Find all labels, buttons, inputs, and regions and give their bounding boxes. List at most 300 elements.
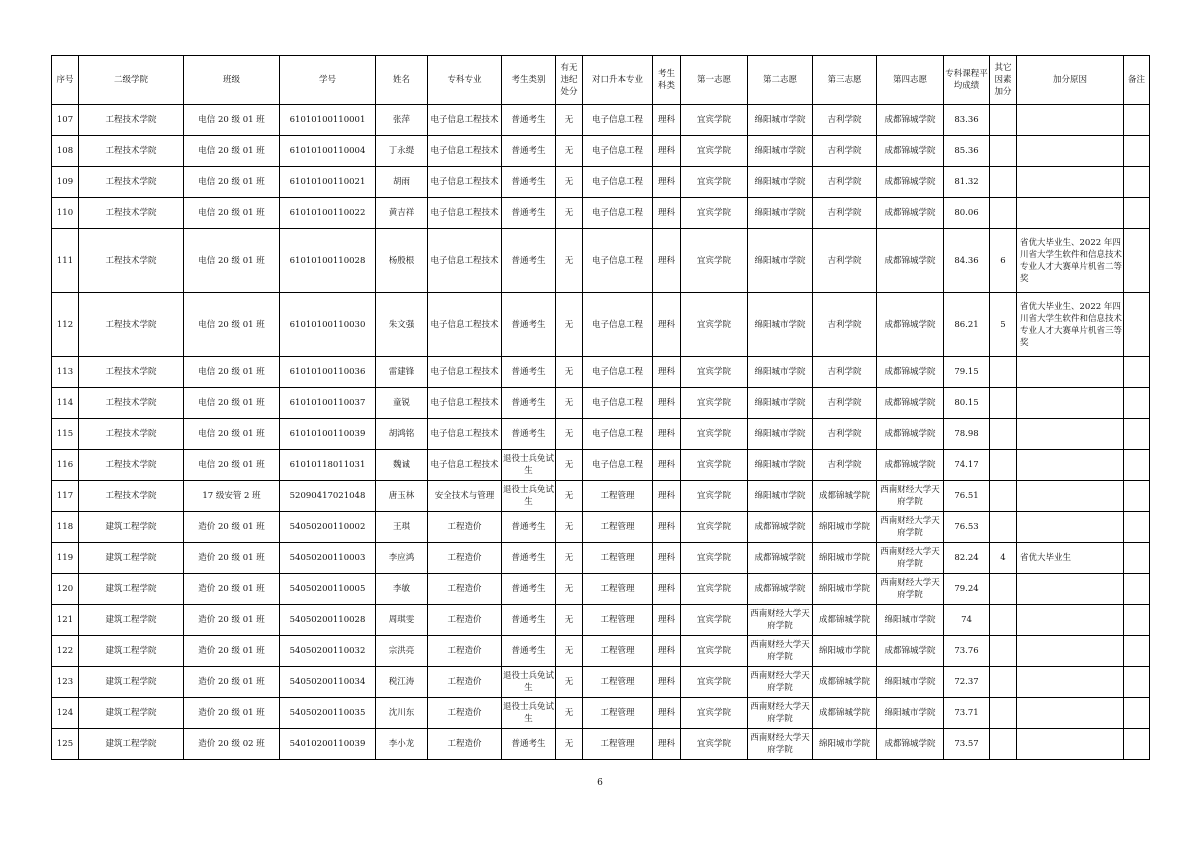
- table-cell: 造价 20 级 01 班: [184, 667, 280, 698]
- table-cell: 电信 20 级 01 班: [184, 136, 280, 167]
- table-cell: 成都锦城学院: [877, 729, 944, 760]
- table-cell: 工程技术学院: [79, 105, 184, 136]
- table-cell: [1124, 636, 1150, 667]
- table-cell: 吉利学院: [813, 357, 877, 388]
- table-cell: 胡鸿铭: [376, 419, 428, 450]
- table-cell: 电子信息工程: [583, 388, 653, 419]
- table-cell: 宜宾学院: [681, 636, 748, 667]
- table-cell: 朱文强: [376, 293, 428, 357]
- table-cell: 成都锦城学院: [877, 636, 944, 667]
- table-cell: 工程管理: [583, 667, 653, 698]
- table-cell: 吉利学院: [813, 229, 877, 293]
- table-cell: [1124, 543, 1150, 574]
- table-cell: 成都锦城学院: [813, 481, 877, 512]
- table-cell: 成都锦城学院: [877, 105, 944, 136]
- table-cell: 普通考生: [502, 293, 556, 357]
- table-cell: 吉利学院: [813, 419, 877, 450]
- table-cell: 工程管理: [583, 543, 653, 574]
- table-cell: [1124, 729, 1150, 760]
- table-cell: 西南财经大学天府学院: [877, 481, 944, 512]
- table-cell: 无: [556, 698, 583, 729]
- table-cell: 6: [990, 229, 1017, 293]
- table-cell: 理科: [653, 388, 681, 419]
- table-cell: 112: [52, 293, 79, 357]
- table-cell: 121: [52, 605, 79, 636]
- column-header: 第二志愿: [748, 56, 813, 105]
- table-cell: 电子信息工程: [583, 419, 653, 450]
- table-cell: 电信 20 级 01 班: [184, 388, 280, 419]
- table-cell: 113: [52, 357, 79, 388]
- table-cell: 普通考生: [502, 357, 556, 388]
- table-cell: 124: [52, 698, 79, 729]
- table-cell: 123: [52, 667, 79, 698]
- table-cell: 81.32: [944, 167, 990, 198]
- table-cell: 84.36: [944, 229, 990, 293]
- table-cell: 无: [556, 357, 583, 388]
- table-cell: 成都锦城学院: [877, 419, 944, 450]
- table-cell: 无: [556, 636, 583, 667]
- table-cell: 绵阳城市学院: [877, 698, 944, 729]
- table-cell: 5: [990, 293, 1017, 357]
- table-body: [52, 105, 1150, 760]
- table-cell: 绵阳城市学院: [813, 574, 877, 605]
- table-cell: 工程管理: [583, 481, 653, 512]
- table-cell: 成都锦城学院: [877, 450, 944, 481]
- table-cell: 理科: [653, 636, 681, 667]
- table-cell: 工程技术学院: [79, 388, 184, 419]
- table-cell: 吉利学院: [813, 136, 877, 167]
- table-cell: 吉利学院: [813, 293, 877, 357]
- table-cell: 理科: [653, 293, 681, 357]
- table-cell: 54050200110028: [280, 605, 376, 636]
- table-cell: [1124, 105, 1150, 136]
- table-cell: 17 级安管 2 班: [184, 481, 280, 512]
- table-cell: 成都锦城学院: [748, 574, 813, 605]
- table-cell: 雷建锋: [376, 357, 428, 388]
- table-cell: 85.36: [944, 136, 990, 167]
- table-cell: 造价 20 级 01 班: [184, 574, 280, 605]
- table-cell: 79.24: [944, 574, 990, 605]
- table-cell: 理科: [653, 450, 681, 481]
- table-cell: 吉利学院: [813, 388, 877, 419]
- table-cell: 宜宾学院: [681, 450, 748, 481]
- table-cell: 工程技术学院: [79, 293, 184, 357]
- table-cell: 税江涛: [376, 667, 428, 698]
- table-cell: 电子信息工程: [583, 198, 653, 229]
- column-header: 姓名: [376, 56, 428, 105]
- table-cell: 宜宾学院: [681, 419, 748, 450]
- table-cell: 工程技术学院: [79, 450, 184, 481]
- table-cell: 绵阳城市学院: [813, 512, 877, 543]
- table-cell: 西南财经大学天府学院: [877, 512, 944, 543]
- table-cell: 理科: [653, 481, 681, 512]
- table-cell: 建筑工程学院: [79, 698, 184, 729]
- table-cell: 张萍: [376, 105, 428, 136]
- table-cell: 54050200110005: [280, 574, 376, 605]
- table-cell: 工程技术学院: [79, 167, 184, 198]
- column-header: 二级学院: [79, 56, 184, 105]
- document-sheet: [51, 55, 1149, 760]
- table-cell: [1124, 667, 1150, 698]
- table-cell: [1124, 450, 1150, 481]
- table-cell: 理科: [653, 357, 681, 388]
- table-cell: 绵阳城市学院: [748, 450, 813, 481]
- column-header: 考生科类: [653, 56, 681, 105]
- column-header: 专科课程平均成绩: [944, 56, 990, 105]
- table-cell: 电子信息工程: [583, 105, 653, 136]
- table-cell: [1017, 450, 1124, 481]
- table-cell: 省优大毕业生、2022 年四川省大学生软件和信息技术专业人才大赛单片机省二等奖: [1017, 229, 1124, 293]
- table-cell: 建筑工程学院: [79, 512, 184, 543]
- table-cell: 建筑工程学院: [79, 543, 184, 574]
- table-cell: 普通考生: [502, 229, 556, 293]
- table-cell: 西南财经大学天府学院: [748, 636, 813, 667]
- table-cell: 建筑工程学院: [79, 729, 184, 760]
- table-cell: [1017, 136, 1124, 167]
- table-row: [52, 357, 1150, 388]
- table-cell: 工程管理: [583, 605, 653, 636]
- table-cell: 工程管理: [583, 512, 653, 543]
- table-cell: [990, 167, 1017, 198]
- table-cell: 西南财经大学天府学院: [877, 574, 944, 605]
- table-row: [52, 698, 1150, 729]
- table-cell: 宜宾学院: [681, 229, 748, 293]
- table-cell: 宜宾学院: [681, 293, 748, 357]
- table-cell: 无: [556, 293, 583, 357]
- table-cell: 工程造价: [428, 605, 502, 636]
- table-cell: 电子信息工程技术: [428, 105, 502, 136]
- table-cell: 工程技术学院: [79, 136, 184, 167]
- header-row: [52, 56, 1150, 105]
- table-cell: 工程造价: [428, 667, 502, 698]
- table-cell: 理科: [653, 543, 681, 574]
- table-cell: [1017, 167, 1124, 198]
- table-cell: 绵阳城市学院: [748, 167, 813, 198]
- table-cell: 宜宾学院: [681, 357, 748, 388]
- table-cell: 建筑工程学院: [79, 574, 184, 605]
- table-row: [52, 512, 1150, 543]
- table-cell: 魏诚: [376, 450, 428, 481]
- table-cell: 造价 20 级 01 班: [184, 698, 280, 729]
- table-cell: [990, 667, 1017, 698]
- table-cell: 73.57: [944, 729, 990, 760]
- table-cell: [1017, 605, 1124, 636]
- table-cell: 122: [52, 636, 79, 667]
- table-cell: 54050200110035: [280, 698, 376, 729]
- table-cell: [1124, 512, 1150, 543]
- table-cell: [990, 450, 1017, 481]
- column-header: 考生类别: [502, 56, 556, 105]
- column-header: 专科专业: [428, 56, 502, 105]
- table-cell: 电子信息工程技术: [428, 293, 502, 357]
- table-cell: 李小龙: [376, 729, 428, 760]
- table-cell: [1017, 388, 1124, 419]
- table-header: [52, 56, 1150, 105]
- table-cell: 李敏: [376, 574, 428, 605]
- table-cell: 绵阳城市学院: [813, 729, 877, 760]
- table-cell: 无: [556, 667, 583, 698]
- table-row: [52, 574, 1150, 605]
- table-row: [52, 105, 1150, 136]
- table-cell: 黄吉祥: [376, 198, 428, 229]
- table-cell: 宜宾学院: [681, 105, 748, 136]
- table-cell: 绵阳城市学院: [748, 293, 813, 357]
- table-cell: 无: [556, 481, 583, 512]
- table-cell: 110: [52, 198, 79, 229]
- table-cell: 胡雨: [376, 167, 428, 198]
- table-cell: [1124, 605, 1150, 636]
- table-cell: 117: [52, 481, 79, 512]
- table-cell: 61010100110028: [280, 229, 376, 293]
- table-cell: 绵阳城市学院: [813, 636, 877, 667]
- table-cell: [990, 357, 1017, 388]
- table-cell: 61010100110039: [280, 419, 376, 450]
- table-cell: 绵阳城市学院: [877, 605, 944, 636]
- table-cell: 111: [52, 229, 79, 293]
- table-cell: 成都锦城学院: [748, 512, 813, 543]
- table-cell: 绵阳城市学院: [748, 388, 813, 419]
- table-cell: 54050200110032: [280, 636, 376, 667]
- table-cell: 唐玉林: [376, 481, 428, 512]
- table-cell: 114: [52, 388, 79, 419]
- table-cell: 童锐: [376, 388, 428, 419]
- table-cell: 52090417021048: [280, 481, 376, 512]
- table-cell: 无: [556, 388, 583, 419]
- table-cell: 李应鸿: [376, 543, 428, 574]
- table-cell: 无: [556, 167, 583, 198]
- table-cell: 造价 20 级 01 班: [184, 636, 280, 667]
- table-cell: 成都锦城学院: [877, 167, 944, 198]
- table-cell: 造价 20 级 01 班: [184, 512, 280, 543]
- table-cell: 工程技术学院: [79, 481, 184, 512]
- table-cell: 工程管理: [583, 574, 653, 605]
- table-cell: 成都锦城学院: [877, 198, 944, 229]
- table-row: [52, 293, 1150, 357]
- table-cell: 普通考生: [502, 574, 556, 605]
- table-cell: [1017, 105, 1124, 136]
- table-cell: 120: [52, 574, 79, 605]
- table-cell: 86.21: [944, 293, 990, 357]
- table-cell: 西南财经大学天府学院: [748, 667, 813, 698]
- table-cell: 杨殷根: [376, 229, 428, 293]
- table-cell: 61010100110022: [280, 198, 376, 229]
- table-cell: 退役士兵免试生: [502, 481, 556, 512]
- table-cell: [1017, 512, 1124, 543]
- table-cell: [990, 198, 1017, 229]
- table-cell: 理科: [653, 198, 681, 229]
- table-cell: 电信 20 级 01 班: [184, 450, 280, 481]
- table-cell: [1017, 419, 1124, 450]
- table-cell: 工程技术学院: [79, 229, 184, 293]
- table-cell: 宜宾学院: [681, 698, 748, 729]
- table-row: [52, 198, 1150, 229]
- table-cell: [1017, 667, 1124, 698]
- table-cell: 绵阳城市学院: [748, 136, 813, 167]
- table-cell: 电信 20 级 01 班: [184, 229, 280, 293]
- table-cell: 造价 20 级 01 班: [184, 605, 280, 636]
- table-cell: 125: [52, 729, 79, 760]
- table-cell: 54050200110002: [280, 512, 376, 543]
- table-cell: 西南财经大学天府学院: [748, 698, 813, 729]
- column-header: 对口升本专业: [583, 56, 653, 105]
- table-cell: 成都锦城学院: [813, 667, 877, 698]
- table-cell: 西南财经大学天府学院: [877, 543, 944, 574]
- table-row: [52, 543, 1150, 574]
- table-cell: 61010118011031: [280, 450, 376, 481]
- table-cell: 电子信息工程技术: [428, 229, 502, 293]
- table-cell: 理科: [653, 667, 681, 698]
- table-cell: 78.98: [944, 419, 990, 450]
- table-cell: 理科: [653, 105, 681, 136]
- table-cell: 73.71: [944, 698, 990, 729]
- column-header: 序号: [52, 56, 79, 105]
- table-cell: 宜宾学院: [681, 167, 748, 198]
- table-cell: 绵阳城市学院: [748, 105, 813, 136]
- table-cell: 无: [556, 512, 583, 543]
- table-cell: 吉利学院: [813, 167, 877, 198]
- table-cell: 54050200110034: [280, 667, 376, 698]
- table-cell: 119: [52, 543, 79, 574]
- table-row: [52, 450, 1150, 481]
- table-cell: 83.36: [944, 105, 990, 136]
- table-cell: 普通考生: [502, 167, 556, 198]
- table-cell: 普通考生: [502, 543, 556, 574]
- table-cell: 宜宾学院: [681, 481, 748, 512]
- table-cell: [1124, 229, 1150, 293]
- table-cell: 理科: [653, 419, 681, 450]
- table-cell: 82.24: [944, 543, 990, 574]
- table-cell: 造价 20 级 01 班: [184, 543, 280, 574]
- table-cell: 成都锦城学院: [877, 357, 944, 388]
- table-cell: 西南财经大学天府学院: [748, 605, 813, 636]
- table-cell: 普通考生: [502, 512, 556, 543]
- table-cell: 退役士兵免试生: [502, 698, 556, 729]
- table-cell: 电信 20 级 01 班: [184, 419, 280, 450]
- table-cell: 成都锦城学院: [877, 388, 944, 419]
- table-cell: 工程造价: [428, 636, 502, 667]
- table-cell: 116: [52, 450, 79, 481]
- table-cell: 61010100110037: [280, 388, 376, 419]
- table-cell: 61010100110001: [280, 105, 376, 136]
- table-cell: [1124, 481, 1150, 512]
- table-cell: 绵阳城市学院: [877, 667, 944, 698]
- table-cell: 理科: [653, 574, 681, 605]
- table-row: [52, 229, 1150, 293]
- table-cell: 电信 20 级 01 班: [184, 105, 280, 136]
- table-cell: 绵阳城市学院: [813, 543, 877, 574]
- table-cell: [990, 481, 1017, 512]
- table-cell: [990, 388, 1017, 419]
- table-cell: 工程造价: [428, 574, 502, 605]
- table-cell: 工程造价: [428, 512, 502, 543]
- table-cell: 61010100110021: [280, 167, 376, 198]
- page-number: 6: [597, 778, 603, 788]
- table-cell: 76.51: [944, 481, 990, 512]
- table-cell: 宜宾学院: [681, 512, 748, 543]
- table-cell: [1124, 574, 1150, 605]
- table-cell: 省优大毕业生: [1017, 543, 1124, 574]
- table-cell: [1124, 419, 1150, 450]
- table-cell: 73.76: [944, 636, 990, 667]
- table-cell: 王琪: [376, 512, 428, 543]
- table-cell: 普通考生: [502, 419, 556, 450]
- table-cell: 电信 20 级 01 班: [184, 357, 280, 388]
- table-cell: 成都锦城学院: [748, 543, 813, 574]
- table-cell: [1017, 357, 1124, 388]
- table-cell: [990, 698, 1017, 729]
- table-cell: [1017, 698, 1124, 729]
- admissions-table: [51, 55, 1150, 760]
- column-header: 班级: [184, 56, 280, 105]
- table-cell: 绵阳城市学院: [748, 198, 813, 229]
- column-header: 学号: [280, 56, 376, 105]
- table-row: [52, 388, 1150, 419]
- table-cell: 无: [556, 729, 583, 760]
- table-cell: 普通考生: [502, 105, 556, 136]
- table-cell: 76.53: [944, 512, 990, 543]
- table-cell: 80.06: [944, 198, 990, 229]
- table-cell: 周琪雯: [376, 605, 428, 636]
- table-cell: 绵阳城市学院: [748, 419, 813, 450]
- table-cell: 电子信息工程技术: [428, 419, 502, 450]
- table-cell: 宜宾学院: [681, 729, 748, 760]
- table-cell: 沈川东: [376, 698, 428, 729]
- table-cell: [990, 136, 1017, 167]
- table-cell: 吉利学院: [813, 198, 877, 229]
- table-cell: 无: [556, 574, 583, 605]
- table-row: [52, 636, 1150, 667]
- table-row: [52, 729, 1150, 760]
- table-cell: 理科: [653, 167, 681, 198]
- table-cell: 电子信息工程技术: [428, 450, 502, 481]
- table-row: [52, 167, 1150, 198]
- table-cell: 电子信息工程技术: [428, 198, 502, 229]
- table-cell: 4: [990, 543, 1017, 574]
- table-cell: 绵阳城市学院: [748, 481, 813, 512]
- table-cell: 理科: [653, 698, 681, 729]
- column-header: 有无违纪处分: [556, 56, 583, 105]
- table-cell: [1124, 698, 1150, 729]
- table-cell: [1124, 198, 1150, 229]
- table-cell: 72.37: [944, 667, 990, 698]
- table-cell: 电子信息工程技术: [428, 357, 502, 388]
- column-header: 第一志愿: [681, 56, 748, 105]
- table-cell: 宜宾学院: [681, 605, 748, 636]
- table-cell: [1017, 729, 1124, 760]
- table-cell: 吉利学院: [813, 105, 877, 136]
- table-row: [52, 481, 1150, 512]
- table-cell: 成都锦城学院: [877, 229, 944, 293]
- table-cell: 宜宾学院: [681, 136, 748, 167]
- table-cell: [990, 512, 1017, 543]
- table-cell: 电子信息工程: [583, 229, 653, 293]
- table-cell: 无: [556, 229, 583, 293]
- table-cell: 吉利学院: [813, 450, 877, 481]
- table-cell: 普通考生: [502, 636, 556, 667]
- table-cell: [1017, 198, 1124, 229]
- table-cell: 80.15: [944, 388, 990, 419]
- table-cell: 电子信息工程: [583, 293, 653, 357]
- table-cell: 无: [556, 198, 583, 229]
- table-cell: 工程技术学院: [79, 357, 184, 388]
- table-cell: 电子信息工程: [583, 136, 653, 167]
- table-cell: [1124, 388, 1150, 419]
- table-cell: 电子信息工程技术: [428, 136, 502, 167]
- table-cell: 绵阳城市学院: [748, 357, 813, 388]
- table-cell: [990, 419, 1017, 450]
- table-cell: [990, 636, 1017, 667]
- table-cell: 61010100110004: [280, 136, 376, 167]
